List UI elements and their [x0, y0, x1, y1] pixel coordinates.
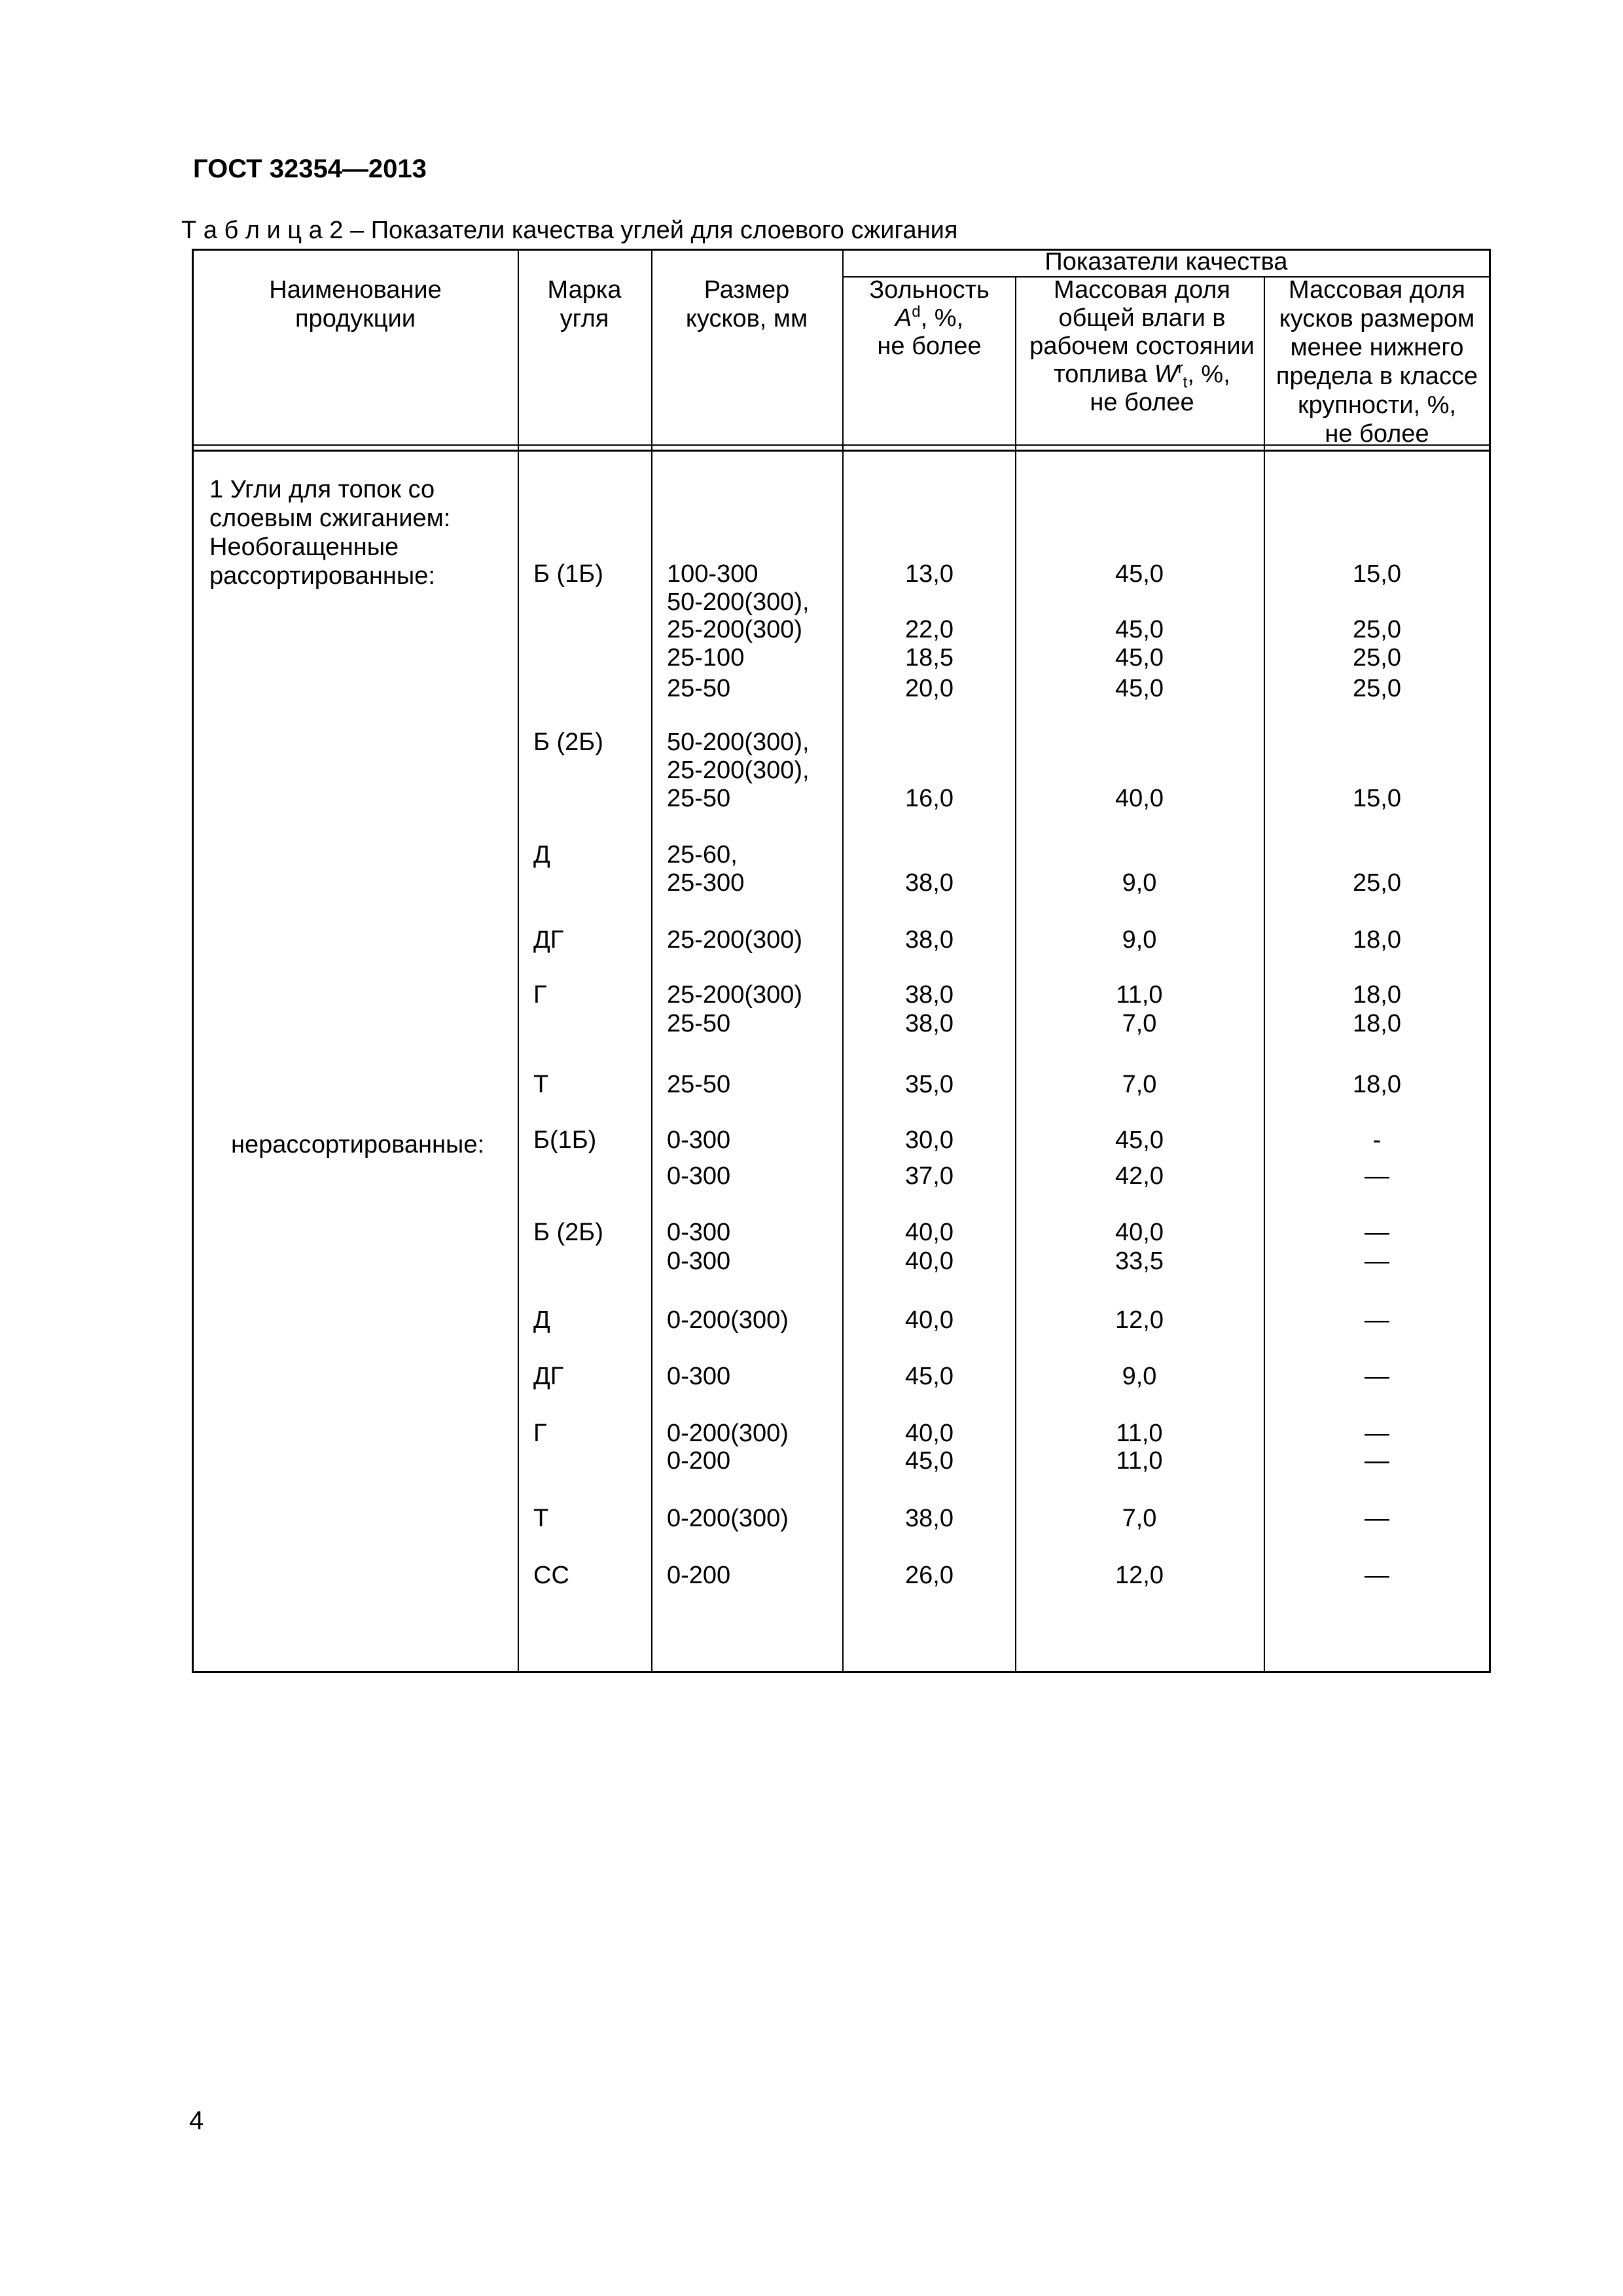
moisture-prefix: топлива: [1054, 361, 1154, 388]
cell-fines: —: [1364, 1447, 1389, 1475]
cell-grade: Б (2Б): [533, 1219, 603, 1246]
cell-ash: 38,0: [905, 869, 954, 897]
cell-fines: 18,0: [1353, 981, 1401, 1009]
cell-size: 25-50: [667, 785, 731, 812]
cell-fines: 25,0: [1353, 616, 1401, 643]
cell-moisture: 11,0: [1116, 981, 1163, 1009]
cell-ash: 22,0: [905, 616, 954, 643]
column-divider-moisture: [1015, 278, 1016, 1672]
cell-moisture: 45,0: [1115, 675, 1164, 702]
cell-fines: 18,0: [1353, 1071, 1401, 1098]
cell-fines: —: [1364, 1219, 1389, 1246]
table-border-right: [1489, 249, 1491, 1673]
cell-ash: 35,0: [905, 1071, 954, 1098]
cell-ash: 37,0: [905, 1162, 954, 1190]
cell-fines: 25,0: [1353, 869, 1401, 897]
ash-superscript: d: [912, 303, 921, 321]
header-moisture-line2: общей влаги в: [1058, 304, 1226, 332]
cell-fines: 15,0: [1353, 785, 1401, 812]
cell-size: 25-200(300),: [667, 757, 810, 784]
cell-grade: Б(1Б): [533, 1126, 597, 1154]
header-moisture-line1: Массовая доля: [1053, 276, 1231, 304]
cell-grade: Г: [533, 981, 547, 1009]
cell-moisture: 45,0: [1115, 644, 1164, 672]
cell-fines: 25,0: [1353, 644, 1401, 672]
ash-symbol: A: [895, 304, 912, 332]
section-label-sorted: 1 Угли для топок со слоевым сжиганием: Необогащенные рассортированные:: [209, 476, 451, 590]
cell-ash: 45,0: [905, 1363, 954, 1390]
moisture-subscript: t: [1183, 374, 1188, 391]
cell-size: 0-200(300): [667, 1306, 789, 1334]
table-title: Т а б л и ц а 2 – Показатели качества углей для слоевого сжигания: [181, 217, 958, 244]
cell-moisture: 40,0: [1115, 785, 1164, 812]
cell-ash: 38,0: [905, 1505, 954, 1532]
cell-size: 50-200(300),: [667, 728, 810, 756]
cell-size: 25-50: [667, 675, 731, 702]
cell-moisture: 45,0: [1115, 1126, 1164, 1154]
cell-fines: —: [1364, 1420, 1389, 1447]
cell-grade: СС: [533, 1562, 569, 1589]
cell-size: 50-200(300),: [667, 588, 810, 616]
table-border-left: [192, 249, 194, 1673]
header-product-name: Наименование продукции: [269, 276, 442, 332]
cell-size: 0-200(300): [667, 1505, 789, 1532]
cell-moisture: 33,5: [1115, 1247, 1164, 1275]
cell-ash: 45,0: [905, 1447, 954, 1475]
cell-ash: 26,0: [905, 1562, 954, 1589]
cell-fines: —: [1364, 1562, 1389, 1589]
cell-fines: —: [1364, 1162, 1389, 1190]
cell-ash: 20,0: [905, 675, 954, 702]
moisture-superscript: r: [1177, 359, 1183, 377]
cell-size: 25-200(300): [667, 981, 803, 1009]
cell-moisture: 11,0: [1116, 1447, 1163, 1475]
cell-ash: 40,0: [905, 1219, 954, 1246]
header-quality-indicators: Показатели качества: [1044, 248, 1288, 276]
cell-moisture: 7,0: [1122, 1010, 1157, 1037]
header-coal-grade: Марка угля: [547, 276, 622, 332]
cell-size: 0-300: [667, 1126, 731, 1154]
cell-moisture: 12,0: [1115, 1306, 1164, 1334]
cell-ash: 18,5: [905, 644, 954, 672]
cell-fines: -: [1372, 1126, 1382, 1154]
header-ash-line1: Зольность: [869, 276, 990, 304]
cell-grade: Т: [533, 1071, 549, 1098]
section-label-unsorted: нерассортированные:: [231, 1131, 485, 1158]
cell-moisture: 7,0: [1122, 1505, 1157, 1532]
cell-ash: 30,0: [905, 1126, 954, 1154]
header-lump-size: Размер кусков, мм: [685, 276, 808, 332]
cell-grade: Б (1Б): [533, 560, 603, 588]
cell-ash: 13,0: [905, 560, 954, 588]
header-ash-line2: [895, 304, 963, 332]
header-fines-fraction: Массовая доля кусков размером менее нижнего предела в классе крупности, %, не более: [1275, 276, 1478, 448]
moisture-suffix: , %,: [1187, 361, 1230, 388]
cell-moisture: 11,0: [1116, 1420, 1163, 1447]
cell-moisture: 7,0: [1122, 1071, 1157, 1098]
cell-size: 25-200(300): [667, 616, 803, 643]
column-divider-size: [651, 249, 652, 1672]
cell-grade: ДГ: [533, 1363, 564, 1390]
cell-size: 0-300: [667, 1162, 731, 1190]
cell-size: 0-300: [667, 1247, 731, 1275]
header-double-rule-bottom: [193, 450, 1489, 452]
cell-size: 0-200: [667, 1447, 731, 1475]
cell-fines: —: [1364, 1306, 1389, 1334]
header-moisture-line3: рабочем состоянии: [1029, 332, 1255, 360]
cell-size: 25-100: [667, 644, 745, 672]
cell-moisture: 45,0: [1115, 560, 1164, 588]
ash-suffix: , %,: [920, 304, 964, 332]
document-header: ГОСТ 32354—2013: [193, 154, 427, 183]
cell-grade: ДГ: [533, 926, 564, 954]
cell-size: 25-50: [667, 1071, 731, 1098]
cell-ash: 40,0: [905, 1306, 954, 1334]
cell-fines: —: [1364, 1247, 1389, 1275]
cell-ash: 38,0: [905, 926, 954, 954]
cell-size: 0-300: [667, 1219, 731, 1246]
cell-grade: Д: [533, 841, 550, 869]
cell-grade: Т: [533, 1505, 549, 1532]
cell-size: 0-200: [667, 1562, 731, 1589]
column-divider-fines: [1264, 278, 1265, 1672]
cell-size: 100-300: [667, 560, 758, 588]
cell-ash: 16,0: [905, 785, 954, 812]
cell-size: 0-300: [667, 1363, 731, 1390]
cell-fines: 18,0: [1353, 1010, 1401, 1037]
cell-ash: 40,0: [905, 1247, 954, 1275]
cell-fines: 18,0: [1353, 926, 1401, 954]
page-number: 4: [189, 2106, 204, 2135]
cell-moisture: 42,0: [1115, 1162, 1164, 1190]
cell-grade: Г: [533, 1420, 547, 1447]
cell-moisture: 9,0: [1122, 869, 1157, 897]
cell-fines: —: [1364, 1505, 1389, 1532]
cell-ash: 38,0: [905, 1010, 954, 1037]
cell-ash: 40,0: [905, 1420, 954, 1447]
cell-size: 25-60,: [667, 841, 738, 869]
moisture-symbol: W: [1154, 361, 1178, 388]
column-divider-grade: [518, 249, 519, 1672]
cell-size: 0-200(300): [667, 1420, 789, 1447]
header-ash-line3: не более: [877, 332, 982, 360]
cell-size: 25-50: [667, 1010, 731, 1037]
cell-fines: 15,0: [1353, 560, 1401, 588]
cell-grade: Д: [533, 1306, 550, 1334]
cell-moisture: 9,0: [1122, 926, 1157, 954]
cell-moisture: 9,0: [1122, 1363, 1157, 1390]
cell-fines: 25,0: [1353, 675, 1401, 702]
header-moisture-line4: [1054, 360, 1230, 389]
cell-fines: —: [1364, 1363, 1389, 1390]
cell-size: 25-200(300): [667, 926, 803, 954]
cell-moisture: 45,0: [1115, 616, 1164, 643]
cell-ash: 38,0: [905, 981, 954, 1009]
header-moisture-line5: не более: [1090, 389, 1194, 416]
cell-moisture: 12,0: [1115, 1562, 1164, 1589]
column-divider-ash: [842, 249, 844, 1672]
cell-size: 25-300: [667, 869, 745, 897]
cell-grade: Б (2Б): [533, 728, 603, 756]
cell-moisture: 40,0: [1115, 1219, 1164, 1246]
